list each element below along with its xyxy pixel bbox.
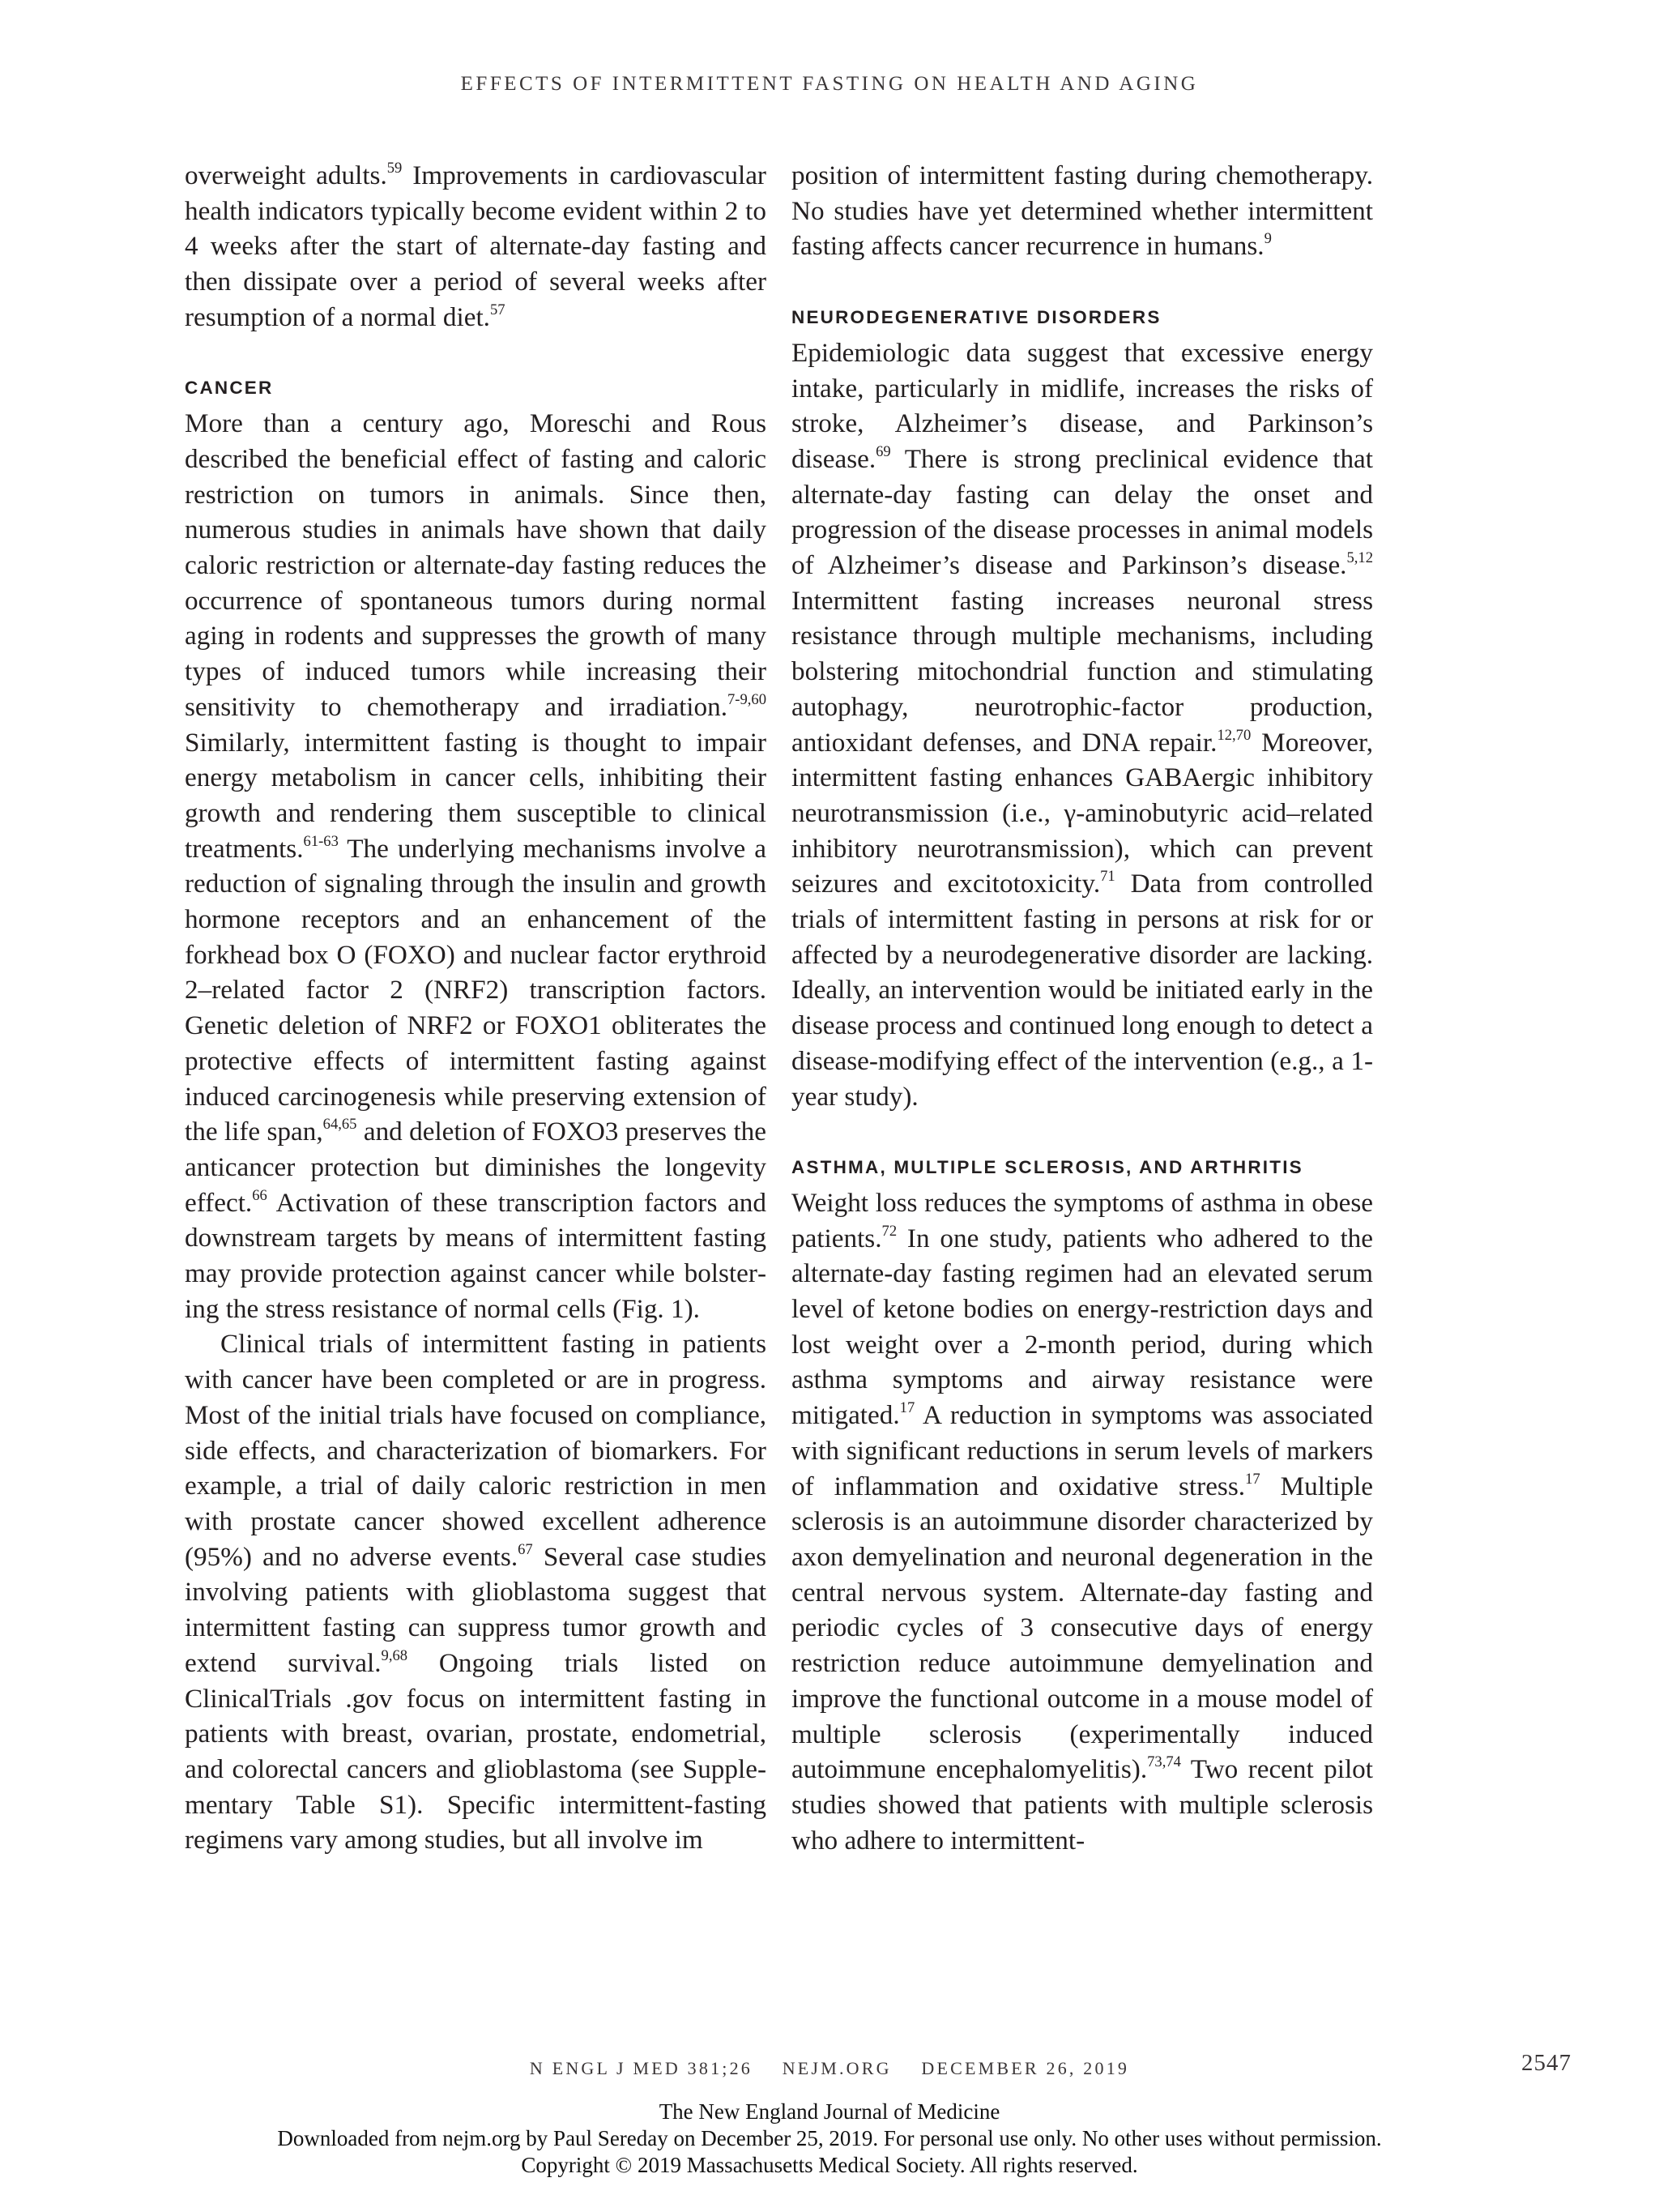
download-notice — [0, 2099, 1659, 2179]
citation-superscript: 67 — [518, 1540, 533, 1558]
heading-asthma-ms-arthritis: ASTHMA, MULTIPLE SCLEROSIS, AND ARTHRITIS — [791, 1156, 1303, 1177]
paragraph-asthma: Weight loss reduces the symptoms of asthma in obese patients.$^{72}$ In one study, patients who adhered to the alternate-day fasting regimen had an elevated serum level of ketone bodies on energy-restriction days and lost weight over a 2-month period, during which asthma symptoms and airway resistance were mitigated.$^{17}$ A reduction in symptoms was associated with significant reductions in serum levels of markers of inflammation and oxidative stress.$^{17}$ Multiple sclerosis is an autoimmune disorder characterized by axon demyelination and neuronal degeneration in the central nervous system. Alternate-day fasting and periodic cycles of 3 consecutive days of energy restriction reduce autoimmune demyelination and improve the functional outcome in a mouse model of multiple sclerosis (experimentally induced autoimmune encephalomyelitis).$^{73,74}$ Two recent pilot studies showed that patients with multiple sclerosis who adhere to intermittent- — [791, 1187, 1373, 1855]
citation-superscript: 71 — [1100, 868, 1115, 886]
citation-superscript: 59 — [386, 160, 403, 177]
citation-superscript: 57 — [489, 301, 505, 318]
citation-superscript: 9,68 — [381, 1646, 408, 1664]
citation-superscript: 66 — [252, 1186, 267, 1204]
section-gap — [791, 264, 1373, 300]
paragraph-continuation: position of intermittent fasting during chemotherapy. No studies have yet determined whether intermittent fasting affects cancer recurrence in humans.$^9$ — [791, 160, 1373, 262]
citation-superscript: 12,70 — [1217, 726, 1252, 744]
footer-journal-line — [0, 2058, 1659, 2079]
citation-superscript: 69 — [876, 442, 891, 460]
citation-superscript: 9 — [1264, 230, 1272, 248]
download-line: Downloaded from nejm.org by Paul Sereday on December 25, 2019. For personal use only. No other uses without permission. — [277, 2126, 1382, 2150]
section-gap — [791, 1114, 1373, 1150]
issue-date: DECEMBER 26, 2019 — [921, 2058, 1130, 2078]
citation-superscript: 72 — [881, 1222, 898, 1240]
paragraph-neurodegenerative: Epidemiologic data suggest that excessive energy intake, particularly in midlife, increases the risks of stroke, Alzheimer’s disease, and Parkinson’s disease.$^{69}$ There is strong preclinical evidence that alternate-day fasting can delay the onset and progression of the disease processes in animal models of Alzheimer’s disease and Parkinson’s disease.$^{5,12}$ Intermittent fasting increases neuronal stress resistance through multiple mechanisms, including bolstering mitochondrial function and stimulating autophagy, neurotrophic-factor production, antioxidant defenses, and DNA repair.$^{12,70}$ Moreover, intermittent fasting enhances GABAergic inhibitory neurotransmission (i.e., γ-aminobutyric acid–related inhibitory neurotransmission), which can prevent seizures and excitotoxicity.$^{71}$ Data from controlled trials of intermittent fasting in persons at risk for or affected by a neurodegenerative disorder are lacking. Ideally, an intervention would be initiated early in the disease process and continued long enough to detect a disease-modifying effect of the intervention (e.g., a 1-year study). — [791, 337, 1374, 1112]
citation-superscript: 73,74 — [1147, 1753, 1181, 1771]
journal-reference: N ENGL J MED 381;26 — [529, 2058, 753, 2078]
journal-name: The New England Journal of Medicine — [659, 2099, 1000, 2124]
right-column — [791, 158, 1373, 1858]
citation-superscript: 17 — [899, 1399, 915, 1417]
citation-superscript: 61-63 — [303, 832, 339, 850]
citation-superscript: 7-9,60 — [727, 690, 766, 708]
citation-superscript: 5,12 — [1346, 549, 1373, 567]
heading-cancer: CANCER — [185, 378, 274, 399]
section-gap — [185, 335, 766, 371]
paragraph-cancer-1: More than a century ago, Moreschi and Rous described the beneficial effect of fasting and caloric restriction on tumors in animals. Since then, numerous studies in animals have shown that daily caloric restriction or alternate-day fasting reduces the occurrence of spontaneous tumors during normal aging in rodents and suppresses the growth of many types of induced tumors while increasing their sensitivity to chemotherapy and irradiation.$^{7-9,60}$ Similarly, intermittent fasting is thought to impair energy metabolism in cancer cells, inhibiting their growth and rendering them susceptible to clinical treatments.$^{61-63}$ The underlying mechanisms involve a reduction of signaling through the insulin and growth hormone receptors and an enhancement of the forkhead box O (FOXO) and nuclear factor erythroid 2–related factor 2 (NRF2) transcription factors. Genetic deletion of NRF2 or FOXO1 obliterates the protective effects of intermittent fasting against induced carcinogenesis while preserving extension of the life span,$^{64,65}$ and deletion of FOXO3 preserves the anticancer protection but diminishes the longevity effect.$^{66}$ Activation of these transcription factors and downstream targets by means of intermittent fasting may provide protection against cancer while bolstering the stress resistance of normal cells (Fig. 1). — [185, 408, 766, 1324]
journal-site: NEJM.ORG — [782, 2058, 892, 2078]
running-head: EFFECTS OF INTERMITTENT FASTING ON HEALTH AND AGING — [460, 73, 1199, 95]
citation-superscript: 64,65 — [322, 1116, 357, 1134]
paragraph-cancer-2: Clinical trials of intermittent fasting in patients with cancer have been completed or are in progress. Most of the initial trials have focused on compliance, side effects, and characterization of biomarkers. For example, a trial of daily caloric restriction in men with prostate cancer showed excellent adherence (95%) and no adverse events.$^{67}$ Several case studies involving patients with glioblastoma suggest that intermittent fasting can suppress tumor growth and extend survival.$^{9,68}$ Ongoing trials listed on ClinicalTrials .gov focus on intermittent fasting in patients with breast, ovarian, prostate, endometrial, and colorectal cancers and glioblastoma (see Supplementary Table S1). Specific intermittent-fasting regimens vary among studies, but all involve im — [185, 1329, 767, 1855]
paragraph-intro: overweight adults.$^{59}$ Improvements in cardiovascular health indicators typically become evident within 2 to 4 weeks after the start of alternate-day fasting and then dissipate over a period of several weeks after resumption of a normal diet.$^{57}$ — [185, 160, 766, 332]
heading-neurodegenerative: NEURODEGENERATIVE DISORDERS — [791, 306, 1162, 327]
left-column — [185, 158, 766, 1858]
page-number: 2547 — [1521, 2050, 1572, 2076]
copyright-line: Copyright © 2019 Massachusetts Medical Society. All rights reserved. — [521, 2153, 1138, 2177]
citation-superscript: 17 — [1245, 1470, 1260, 1488]
